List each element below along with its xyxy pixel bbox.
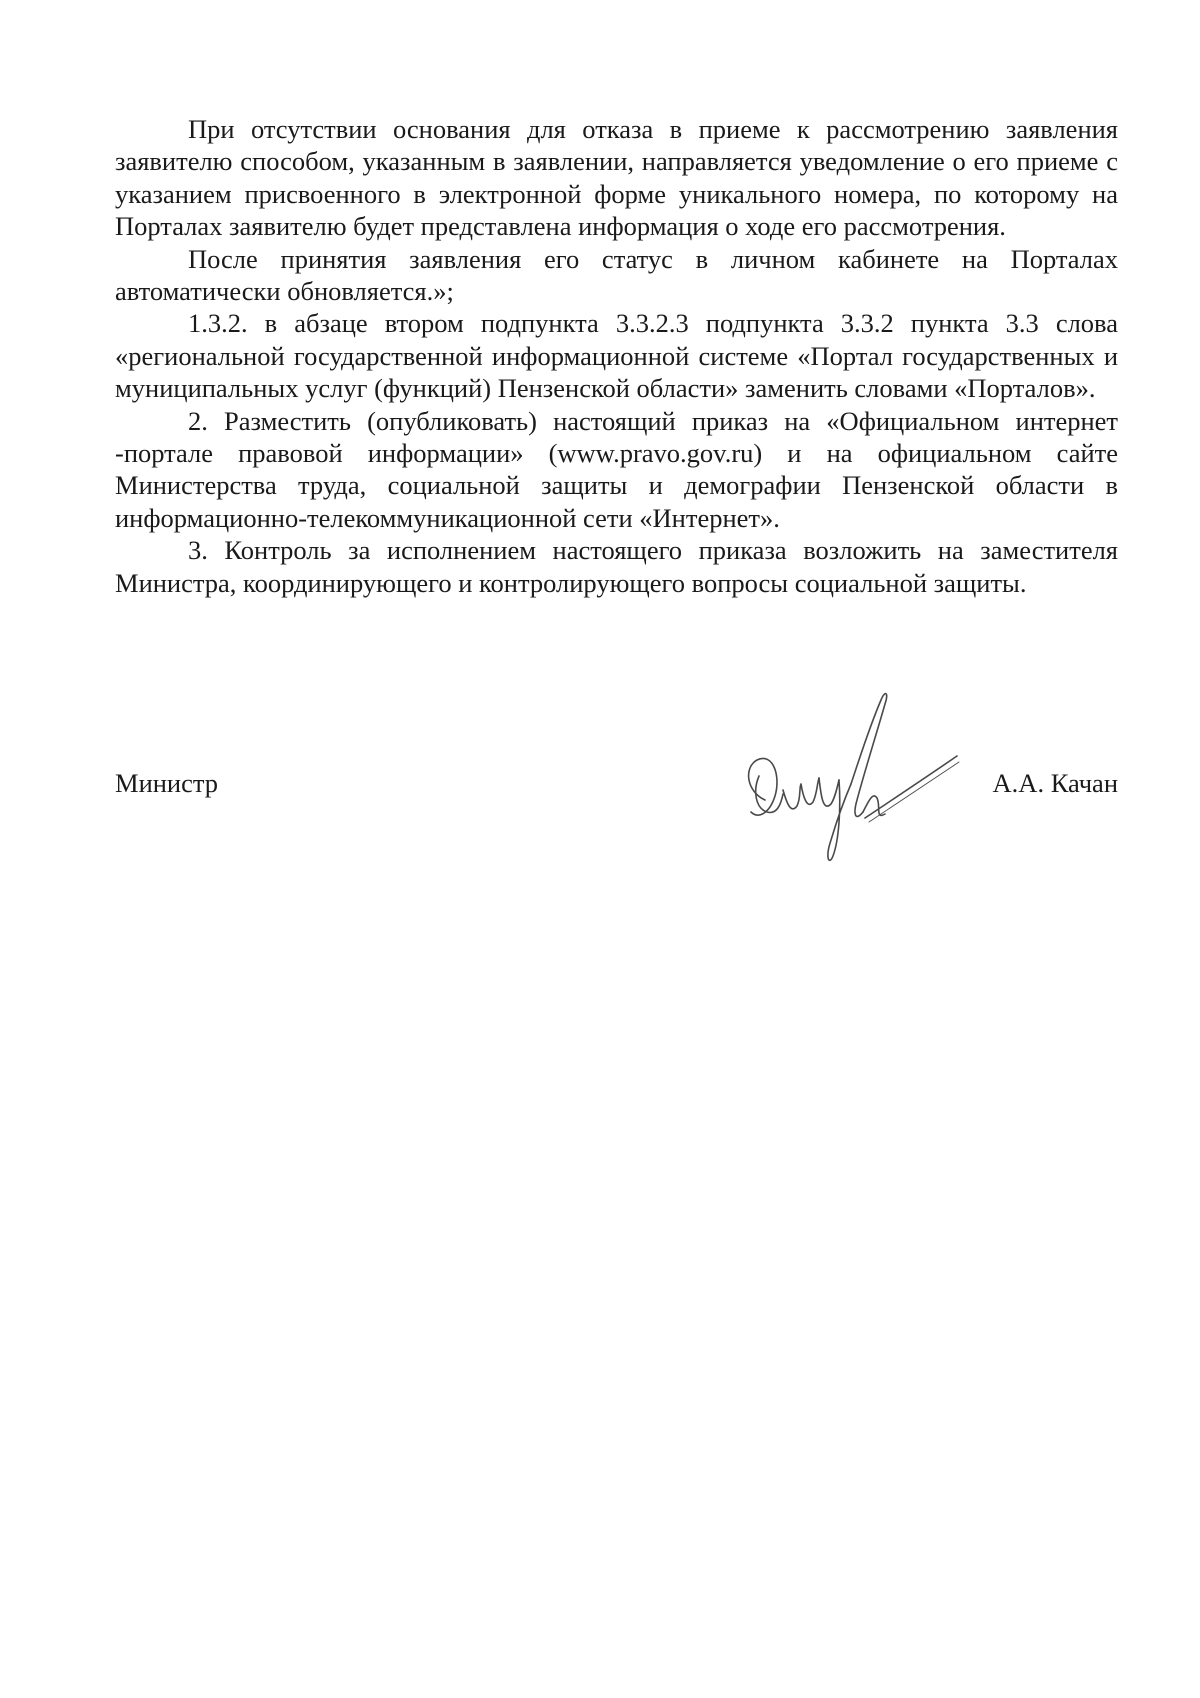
paragraph-status-update: После принятия заявления его статус в личном кабинете на Порталах автоматически обновляется.»; [115, 243, 1118, 307]
handwritten-signature [735, 680, 965, 880]
signature-block [115, 680, 1118, 890]
paragraph-notification: При отсутствии основания для отказа в приеме к рассмотрению заявления заявителю способом, указанным в заявлении, направляется уведомление о его приеме с указанием присвоенного в электронной форме уникального номера, по которому на Порталах заявителю будет представлена информация о ходе его рассмотрения. [115, 114, 1118, 242]
paragraph-item-3: 3. Контроль за исполнением настоящего приказа возложить на заместителя Министра, координирующего и контролирующего вопросы социальной защиты. [115, 535, 1118, 598]
paragraph-item-2: 2. Разместить (опубликовать) настоящий приказ на «Официальном интернет -портале правовой информации» (www.pravo.gov.ru) и на официальном сайте Министерства труда, социальной защиты и демографии Пензенской области в информационно-телекоммуникационной сети «Интернет». [115, 405, 1118, 533]
document-body [115, 113, 1118, 599]
signatory-name: А.А. Качан [992, 768, 1118, 798]
signatory-position: Министр [115, 768, 219, 798]
paragraph-item-1-3-2: 1.3.2. в абзаце втором подпункта 3.3.2.3 подпункта 3.3.2 пункта 3.3 слова «региональной государственной информационной системе «Портал государственных и муниципальных услуг (функций) Пензенской области» заменить словами «Порталов». [115, 308, 1118, 404]
